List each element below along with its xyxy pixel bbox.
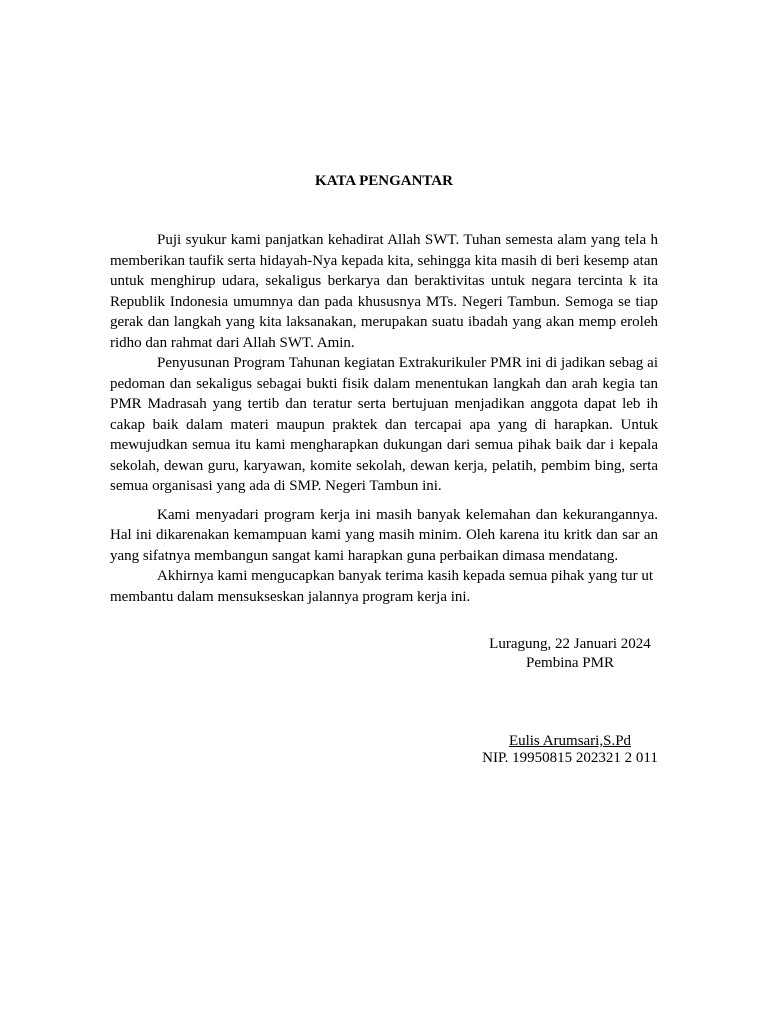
paragraph-4: Akhirnya kami mengucapkan banyak terima kasih kepada semua pihak yang tur ut membantu dalam mensukseskan jalannya program kerja ini. — [110, 568, 654, 605]
signature-name: Eulis Arumsari,S.Pd — [508, 733, 632, 749]
paragraph-1: Puji syukur kami panjatkan kehadirat Allah SWT. Tuhan semesta alam yang tela h memberikan taufik serta hidayah-Nya kepada kita, sehingga kita masih di beri kesemp atan untuk menghirup udara, sekaligus berkarya dan beraktivitas untuk negara tercinta k ita Republik Indonesia umumnya dan pada khususnya MTs. Negeri Tambun. Semoga se tiap gerak dan langkah yang kita laksanakan, merupakan suatu ibadah yang akan memp eroleh ridho dan rahmat dari Allah SWT. Amin. — [110, 232, 658, 351]
paragraph-2: Penyusunan Program Tahunan kegiatan Extrakurikuler PMR ini di jadikan sebag ai pedoman dan sekaligus sebagai bukti fisik dalam menentukan langkah dan arah kegia tan PMR Madrasah yang tertib dan teratur serta bertujuan menjadikan anggota dapat leb ih cakap baik dalam materi maupun praktek dan tercapai apa yang di harapkan. Untuk mewujudkan semua itu kami mengharapkan dukungan dari semua pihak baik dar i kepala sekolah, dewan guru, karyawan, komite sekolah, dewan kerja, pelatih, pembim bing, serta semua organisasi yang ada di SMP. Negeri Tambun ini. — [110, 355, 658, 494]
signature-place-date: Luragung, 22 Januari 2024 — [489, 636, 651, 652]
body-text — [110, 230, 658, 607]
paragraph-3: Kami menyadari program kerja ini masih banyak kelemahan dan kekurangannya. Hal ini dikarenakan kemampuan kami yang masih minim. Oleh karena itu kritk dan sar an yang sifatnya membangun sangat kami harapkan guna perbaikan dimasa mendatang. — [110, 506, 658, 564]
page-title: KATA PENGANTAR — [315, 173, 453, 189]
signature-nip: NIP. 19950815 202321 2 011 — [482, 750, 658, 766]
signature-role: Pembina PMR — [526, 655, 614, 671]
